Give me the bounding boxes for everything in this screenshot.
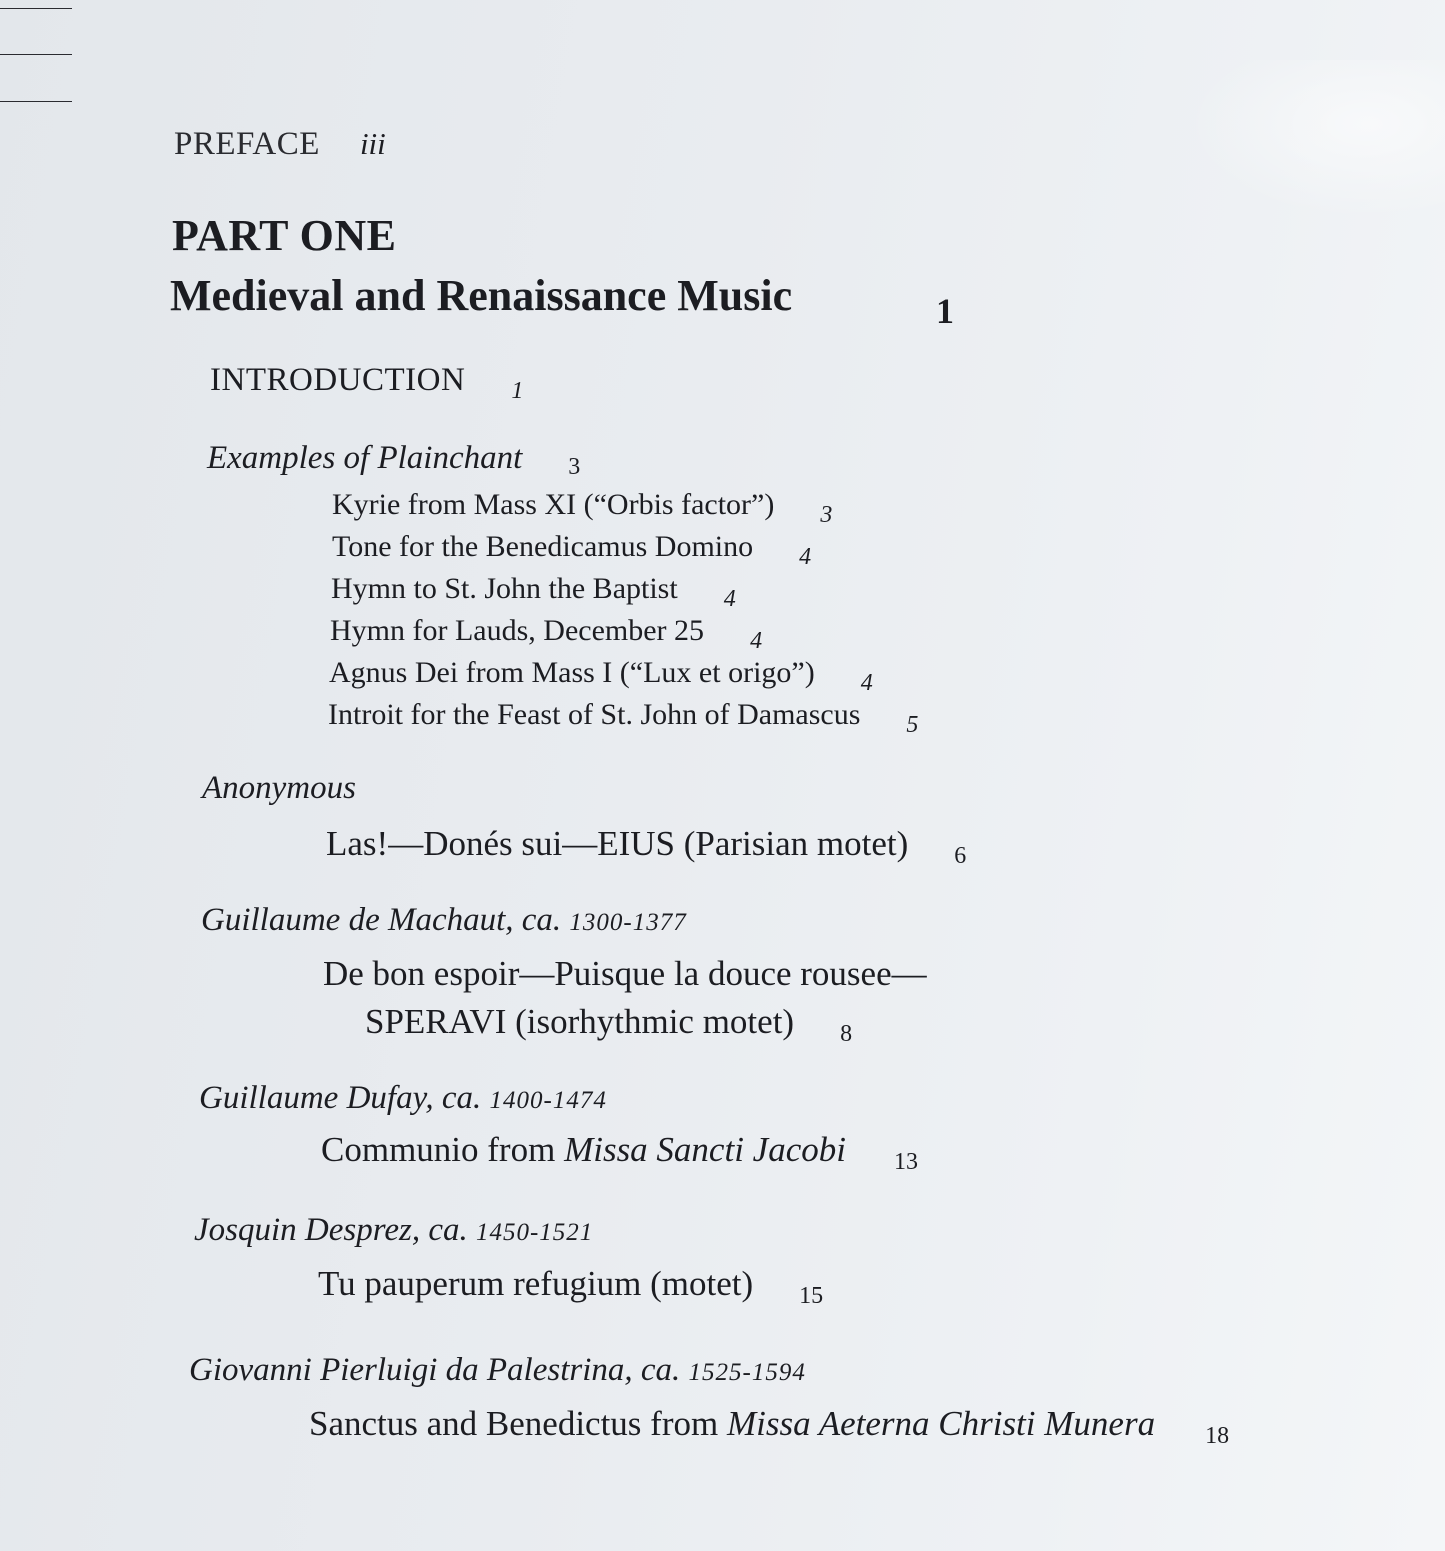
item-title: Introit for the Feast of St. John of Damascus: [328, 698, 861, 731]
item-page: 4: [723, 586, 736, 612]
plainchant-title: Examples of Plainchant: [207, 440, 523, 476]
introduction-label: INTRODUCTION: [210, 362, 466, 398]
composer-name: Guillaume Dufay, ca.: [199, 1080, 482, 1116]
margin-rule: [0, 101, 72, 102]
item-title: Hymn for Lauds, December 25: [330, 614, 705, 647]
plainchant-item: [332, 530, 812, 570]
margin-rule: [0, 54, 72, 55]
work-title-line2: SPERAVI (isorhythmic motet): [365, 1002, 795, 1041]
work-title-italic: Missa Aeterna Christi Munera: [726, 1404, 1156, 1443]
preface-entry: [174, 126, 386, 163]
margin-rule: [0, 8, 72, 9]
item-title: Hymn to St. John the Baptist: [331, 572, 678, 605]
work-entry: [318, 1264, 824, 1309]
work-title: Communio from: [321, 1130, 556, 1169]
composer-entry: [201, 902, 687, 939]
item-title: Agnus Dei from Mass I (“Lux et origo”): [329, 656, 815, 689]
item-page: 4: [799, 544, 812, 570]
plainchant-item: [329, 656, 873, 696]
composer-dates: 1300-1377: [569, 909, 687, 936]
plainchant-page: 3: [568, 454, 581, 480]
composer-name: Anonymous: [202, 770, 356, 806]
preface-page: iii: [359, 126, 386, 161]
work-page: 18: [1205, 1423, 1230, 1449]
item-page: 4: [860, 670, 873, 696]
plainchant-item: [331, 572, 736, 612]
work-entry: [365, 1002, 853, 1047]
work-page: 13: [893, 1149, 918, 1175]
preface-label: PREFACE: [174, 126, 320, 162]
plainchant-item: [332, 488, 833, 528]
light-glare: [1185, 60, 1445, 220]
work-title: Tu pauperum refugium (motet): [318, 1264, 754, 1303]
work-title: Sanctus and Benedictus from: [309, 1404, 719, 1443]
work-page: 15: [799, 1283, 824, 1309]
composer-dates: 1450-1521: [475, 1219, 594, 1246]
composer-dates: 1400-1474: [489, 1087, 607, 1114]
part-title: PART ONE: [172, 211, 397, 260]
work-page: 8: [840, 1021, 853, 1047]
composer-dates: 1525-1594: [688, 1359, 806, 1386]
item-page: 5: [906, 712, 919, 738]
plainchant-item: [330, 614, 763, 654]
work-entry: [309, 1404, 1230, 1449]
introduction-entry: [210, 362, 524, 404]
composer-name: Giovanni Pierluigi da Palestrina, ca.: [189, 1352, 681, 1388]
part-page: 1: [936, 291, 954, 331]
composer-entry: [194, 1212, 593, 1249]
part-subtitle: Medieval and Renaissance Music: [170, 271, 793, 320]
composer-name: Guillaume de Machaut, ca.: [201, 902, 562, 938]
work-entry: [321, 1130, 918, 1175]
item-page: 3: [820, 502, 833, 528]
work-title-italic: Missa Sancti Jacobi: [564, 1130, 846, 1169]
item-title: Tone for the Benedicamus Domino: [332, 530, 754, 563]
composer-name: Josquin Desprez, ca.: [194, 1212, 468, 1248]
item-title: Kyrie from Mass XI (“Orbis factor”): [332, 488, 775, 521]
plainchant-heading: [207, 440, 581, 480]
introduction-page: 1: [511, 378, 524, 404]
work-page: 6: [954, 843, 967, 869]
composer-entry: [199, 1080, 607, 1117]
composer-entry: [189, 1352, 806, 1389]
work-title-line1: De bon espoir—Puisque la douce rousee—: [323, 954, 927, 993]
work-entry: [326, 824, 967, 869]
item-page: 4: [750, 628, 763, 654]
plainchant-item: [328, 698, 919, 738]
work-title: Las!—Donés sui—EIUS (Parisian motet): [326, 824, 909, 863]
